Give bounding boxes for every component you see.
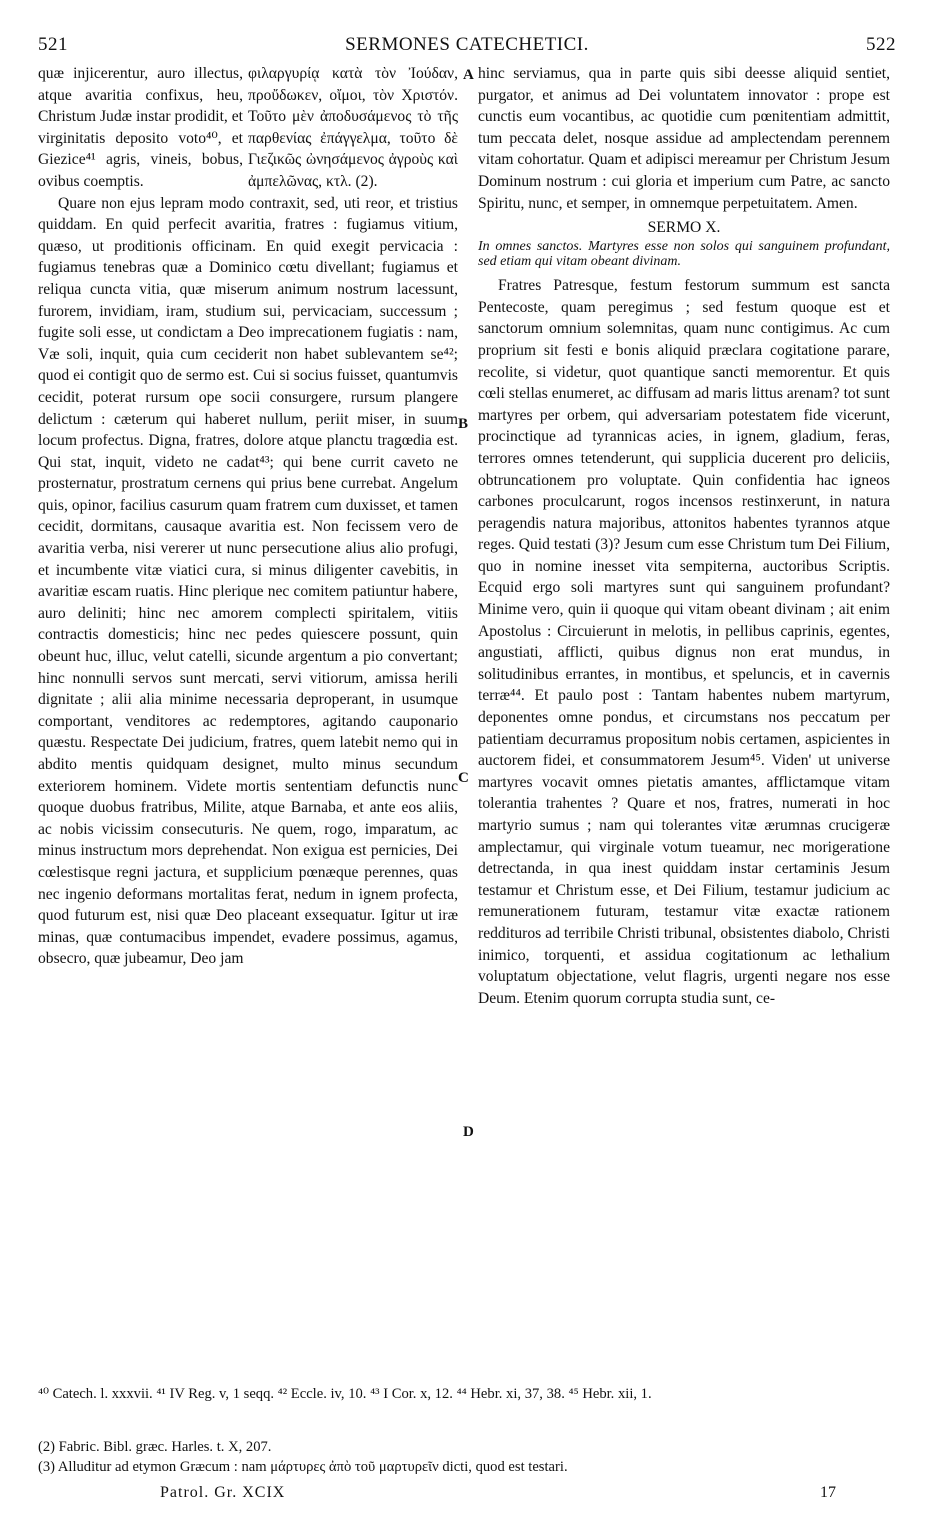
margin-letter-d: D	[463, 1124, 474, 1140]
footnote-2: (2) Fabric. Bibl. græc. Harles. t. X, 207.	[38, 1439, 272, 1455]
margin-letter-b: B	[458, 416, 469, 432]
greek-subcolumn: φιλαργυρίᾳ κατὰ τὸν Ἰούδαν, προὔδωκεν, οἴμοι, τὸν Χριστόν. Τοῦτο μὲν ἀποδυσάμενος τὸ τῆς παρθενίας ἐπάγγελμα, τοῦτο δὲ Γιεζικῶς ὠνησάμενος ἀγροὺς καὶ ἀμπελῶνας, κτλ. (2).	[248, 65, 458, 190]
right-main-text: Fratres Patresque, festum festorum summum est sancta Pentecoste, quam peregimus ; sed festum quoque est et sanctorum omnium solemnitas, quam nunc contigimus. Ac cum proprium sit festi e bonis aliquid præclara cogitatione parare, recolite, si videtur, quot quantique sancti memorentur. Et quis cœli stellas enumeret, ac diffusam ad maris littus arenam? tot sunt martyres per orbem, qui adversariam potestatem fide vicerunt, procinctique ad tyrannicas acies, in ignem, gladium, feras, terrores omnes tetenderunt, qui supplicia ducerent pro deliciis, obtruncationem pro voluptate. Quin confidentia hac igneos carbones proculcarunt, rogos incensos restinxerunt, in natura peragendis natura majoribus, attonitos habentes tyrannos atque reges. Quid testati (3)? Jesum cum esse Christum tum Dei Filium, quo in nomine inesset vita sempiterna, auctoribus Scriptis. Ecquid ergo soli martyres sunt qui sanguinem profundant? Minime vero, quin ii quoque qui vitam obeant divinam ; ait enim Apostolus : Circuierunt in melotis, in pellibus caprinis, egentes, angustiati, afflicti, quibus dignus non erat mundus, in solitudinibus errantes, in montibus, et speluncis, et in cavernis terræ⁴⁴. Et paulo post : Tantam habentes nubem martyrum, deponentes omne pondus, et circumstans nos peccatum per patientiam decurramus propositum nobis certamen, aspicientes in auctorem fidei, et consummatorem Jesum⁴⁵. Viden' ut universe martyres vocavit omnes pietatis amantes, afflictamque vitam tolerantia trahentes ? Quare et nos, fratres, numerati in hoc martyrio sumus ; nam qui tolerantes vitæ ærumnas crucigeræ amplectamur, qui virginale votum tueamur, nec morigeratione detrectanda, in qua inest quiddam instar certaminis Jesum testamur et Christum esse, et Dei Filium, testamur judicium ac remunerationem futuram, testamur vitæ exactæ rationem reddituros ad terribile Christi tribunal, obsistentes diabolo, Christi inimico, torquenti, et assidua cogitationum ac lethalium voluptatum objectatione, velut flagris, urgenti negare nos esse Deum. Etenim quorum corrupta studia sunt, ce-	[478, 277, 890, 1007]
footer-volume: Patrol. Gr. XCIX	[160, 1484, 286, 1501]
margin-letter-a: A	[463, 67, 474, 83]
left-page-number: 521	[38, 34, 68, 55]
page-header	[38, 34, 896, 60]
sermo-argument: In omnes sanctos. Martyres esse non solos qui sanguinem profundant, sed etiam qui vitam obeant divinam.	[478, 239, 890, 270]
latin-subcolumn: quæ injicerentur, auro illectus, atque avaritia confixus, heu, Christum Judæ instar prodidit, et virginitatis deposito voto⁴⁰, et Giezice⁴¹ agris, vineis, bobus, ovibus coemptis.	[38, 65, 243, 190]
right-column	[478, 63, 890, 1009]
right-page-number: 522	[866, 34, 896, 55]
running-title: SERMONES CATECHETICI.	[345, 34, 589, 55]
left-main-text: Quare non ejus lepram modo contraxit, sed, uti reor, et tristius quiddam. En quid perfecit avaritia, fratres : fugiamus vitium, quæso, ut proditionis officinam. En quid exegit pervicacia : fugiamus tenebras quæ a Dominico cœtu divellant; fugiamus et reliqua cuncta vitia, quæ miserum animum nostrum lacessunt, furorem, invidiam, iram, studium sui, pervicaciam, successum ; fugite soli esse, ut condictam a Deo imprecationem fugiatis : nam, Væ soli, inquit, quia cum ceciderit non habet sublevantem se⁴²; quod ei contigit quo de sermo est. Cui si socius fuisset, quantumvis cecidit, poterat rursum ope socii consurgere, rursum plangere delictum : cæterum qui haberet nullum, periit miser, in suum locum profectus. Digna, fratres, dolore atque planctu tragœdia est. Qui stat, inquit, videto ne cadat⁴³; qui bene currit caveto ne prosternatur, prostratum cernens qui prius bene currebat. Angelum quis, opinor, facilius casurum quam fratrem cum duxisset, et tamen cecidit, dormitans, causaque avaritia est. Non fecissem vero de avaritia verba, nisi vererer ut nunc persecutione alius alio profugi, et incumbente vitæ viatici cura, si minus diligenter cavebitis, in avaritiæ escam ruatis. Hinc plerique nec comitem patiuntur habere, auro deliniti; hinc nec amorem complecti spiritalem, vitiis contractis domesticis; hinc nec pedes quiescere possunt, quin obeunt huc, illuc, velut catelli, sicunde argentum a pio convertant; hinc nonnulli servos sunt mercati, servi vitiorum, amissa herili dignitate ; alii alia minime necessaria deproperant, in usumque comportant, venditores ac redemptores, agitando cauponario quæstu. Respectate Dei judicium, fratres, quem latebit nemo qui in abdito mentis quidquam designet, multo minus secundum exteriorem hominem. Videte mortis sententiam defunctis nunc quoque duobus fratribus, Milite, atque Barnaba, et ante eos aliis, ac nobis vicissim consecuturis. Ne quem, rogo, imparatum, ac minus instructum mors deprehendat. Non exigua est pernicies, Dei cœlestisque regni jactura, et supplicium pœnæque perennes, quas nec ingenio deformans mortalitas ferat, nedum in ignem profecta, quod futurum est, nisi quæ Deo placeant exsequatur. Igitur ut iræ minas, quæ contumacibus impendet, evadere possimus, agamus, obsecro, quæ jubeamur, Deo jam	[38, 194, 458, 968]
left-column	[38, 63, 458, 970]
right-opening-text: hinc serviamus, qua in parte quis sibi deesse aliquid sentiet, purgator, et animus ad Dei voluntatem innovator : prope est cunctis eum vocantibus, ac quotidie cum pœnitentiam admittit, tum peccata delet, nosque assidue ad amplectendam perennem vitam cohortatur. Quam et adipisci mereamur per Christum Jesum Dominum nostrum : cui gloria et imperium cum Patre, ac sancto Spiritu, nunc, et semper, in omnemque perpetuitatem. Amen.	[478, 65, 890, 212]
sermo-heading: SERMO X.	[647, 219, 721, 237]
footnote-3: (3) Alluditur ad etymon Græcum : nam μάρτυρες ἀπὸ τοῦ μαρτυρεῖν dicti, quod est testari.	[38, 1459, 568, 1475]
margin-letter-c: C	[458, 770, 469, 786]
footer-signature: 17	[820, 1484, 836, 1501]
footnotes-references: ⁴⁰ Catech. l. xxxvii. ⁴¹ IV Reg. v, 1 seqq. ⁴² Eccle. iv, 10. ⁴³ I Cor. x, 12. ⁴⁴ Hebr. xi, 37, 38. ⁴⁵ Hebr. xii, 1.	[38, 1386, 652, 1402]
